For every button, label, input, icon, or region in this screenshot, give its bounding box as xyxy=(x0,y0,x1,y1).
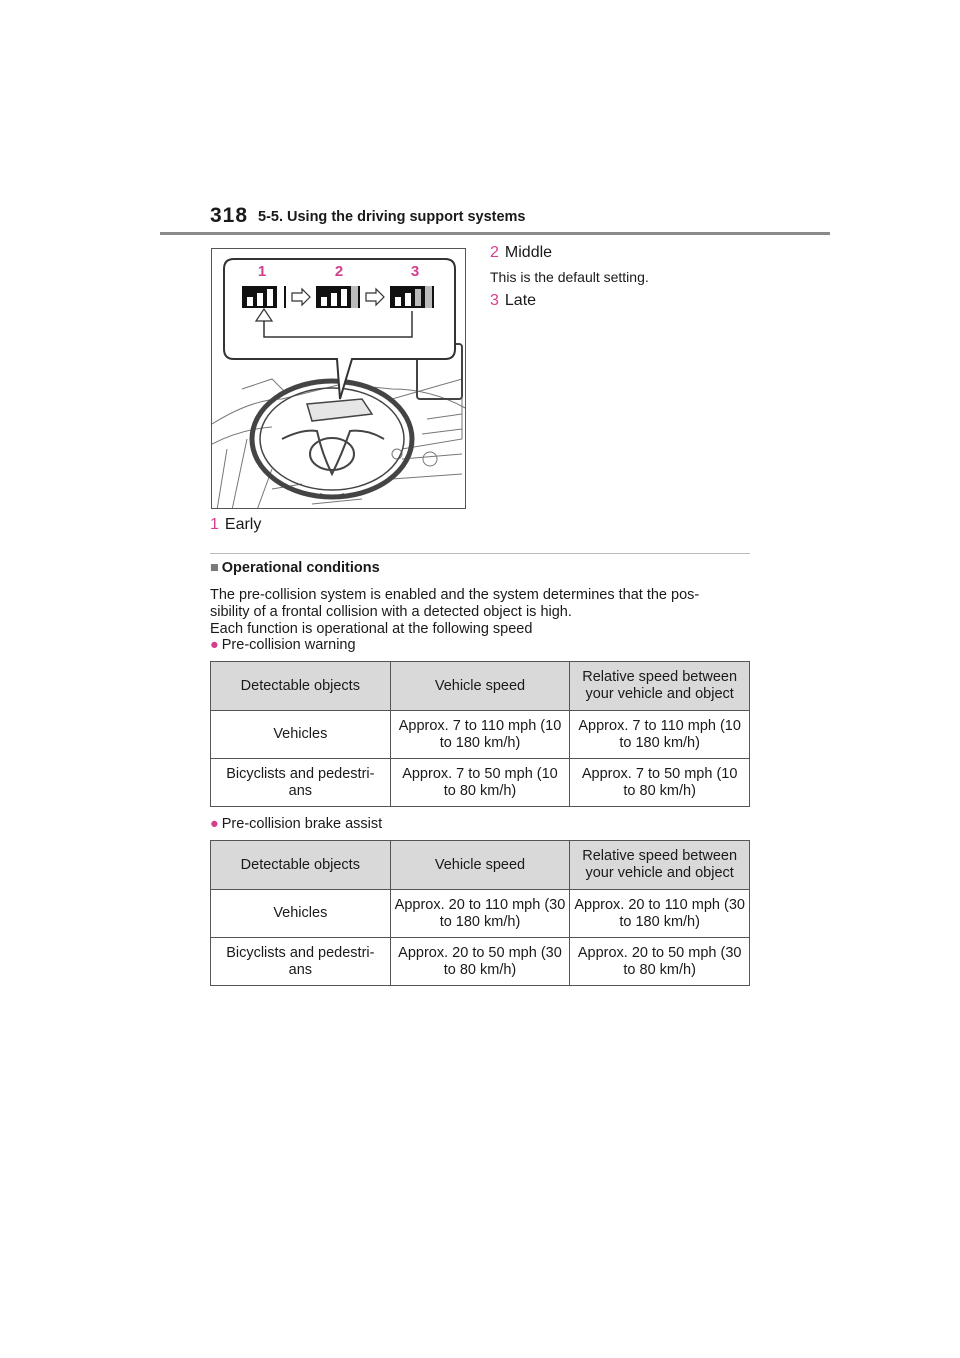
callout-3: 3 xyxy=(410,263,420,280)
step-number: 3 xyxy=(490,292,499,309)
operational-conditions-heading xyxy=(210,560,380,576)
table-cell: Approx. 7 to 110 mph (10 to 180 km/h) xyxy=(570,711,750,759)
operational-conditions-text xyxy=(210,587,755,638)
table-cell: Vehicles xyxy=(211,711,391,759)
step-late xyxy=(490,292,536,310)
table-header-cell: Detectable objects xyxy=(211,662,391,711)
callout-2: 2 xyxy=(334,263,344,280)
step-early xyxy=(210,516,261,534)
table-cell: Approx. 20 to 50 mph (30 to 80 km/h) xyxy=(390,938,570,986)
brake-assist-bullet xyxy=(210,816,382,832)
table-cell: Approx. 7 to 50 mph (10 to 80 km/h) xyxy=(570,759,750,807)
bullet-text: Pre-collision warning xyxy=(221,637,356,653)
table-header-row xyxy=(211,662,750,711)
step-label: Middle xyxy=(504,244,553,261)
section-divider xyxy=(210,553,750,554)
step-number: 1 xyxy=(210,516,219,533)
table-header-row xyxy=(211,841,750,890)
step-label: Late xyxy=(504,292,537,309)
default-setting-note: This is the default setting. xyxy=(490,269,649,285)
table-row xyxy=(211,938,750,986)
table-cell: Approx. 20 to 50 mph (30 to 80 km/h) xyxy=(570,938,750,986)
header-divider xyxy=(160,232,830,235)
table-cell: Bicyclists and pedestri-ans xyxy=(211,938,391,986)
table-cell: Approx. 20 to 110 mph (30 to 180 km/h) xyxy=(570,890,750,938)
callout-1: 1 xyxy=(257,263,267,280)
step-number: 2 xyxy=(490,244,499,261)
table-row xyxy=(211,711,750,759)
table-header-cell: Vehicle speed xyxy=(390,841,570,890)
paragraph-line: Each function is operational at the following speed xyxy=(210,621,533,637)
table-header-cell: Relative speed between your vehicle and object xyxy=(570,841,750,890)
table-header-cell: Detectable objects xyxy=(211,841,391,890)
sensitivity-middle-icon xyxy=(316,286,360,308)
table-row xyxy=(211,890,750,938)
table-cell: Bicyclists and pedestri-ans xyxy=(211,759,391,807)
page-number: 318 xyxy=(210,204,249,227)
table-header-cell: Relative speed between your vehicle and object xyxy=(570,662,750,711)
sensitivity-late-icon xyxy=(390,286,434,308)
table-cell: Approx. 7 to 50 mph (10 to 80 km/h) xyxy=(390,759,570,807)
step-middle xyxy=(490,244,552,262)
dashboard-illustration xyxy=(212,249,466,509)
section-title: 5-5. Using the driving support systems xyxy=(258,209,526,225)
table-cell: Approx. 7 to 110 mph (10 to 180 km/h) xyxy=(390,711,570,759)
square-bullet-icon: ■ xyxy=(210,560,219,576)
page-header xyxy=(210,204,830,234)
table-cell: Vehicles xyxy=(211,890,391,938)
step-label: Early xyxy=(224,516,262,533)
paragraph-line: The pre-collision system is enabled and the system determines that the pos- xyxy=(210,587,700,603)
bullet-icon: ● xyxy=(210,816,219,832)
bullet-text: Pre-collision brake assist xyxy=(221,816,383,832)
table-header-cell: Vehicle speed xyxy=(390,662,570,711)
bullet-icon: ● xyxy=(210,637,219,653)
sensitivity-setting-illustration xyxy=(211,248,466,509)
table-row xyxy=(211,759,750,807)
paragraph-line: sibility of a frontal collision with a detected object is high. xyxy=(210,604,572,620)
sensitivity-early-icon xyxy=(242,286,286,308)
heading-text: Operational conditions xyxy=(221,560,380,576)
warning-speed-table xyxy=(210,661,750,807)
table-cell: Approx. 20 to 110 mph (30 to 180 km/h) xyxy=(390,890,570,938)
warning-bullet xyxy=(210,637,356,653)
brake-assist-speed-table xyxy=(210,840,750,986)
